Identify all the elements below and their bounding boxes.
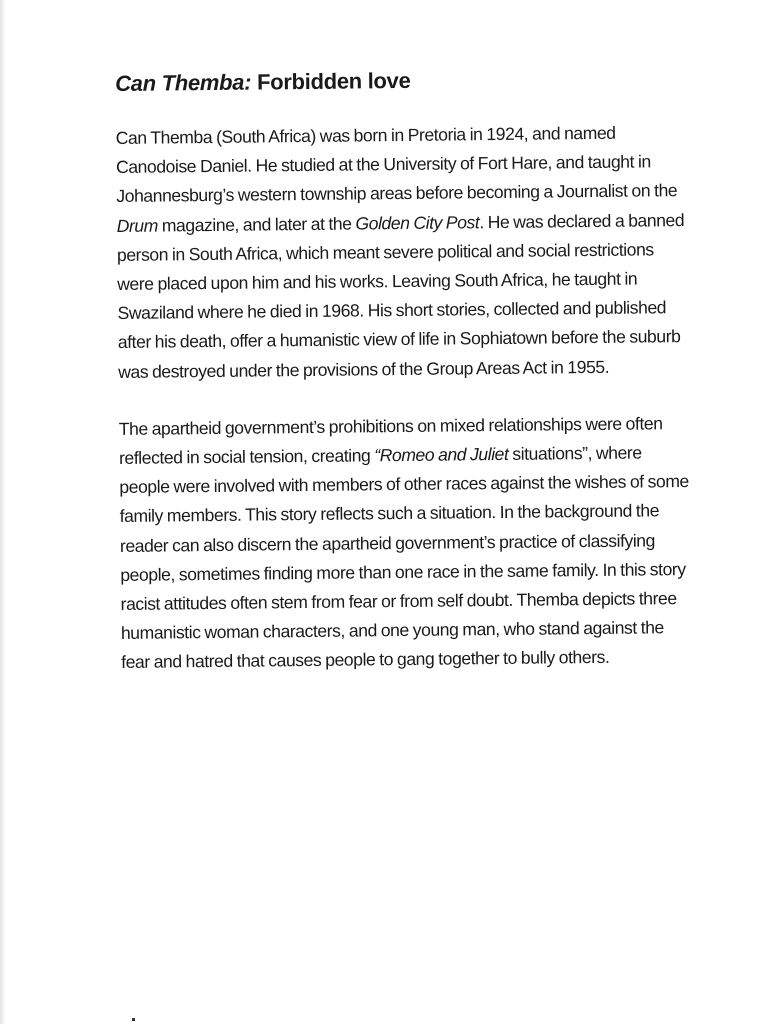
paragraph-2-text-a: The apartheid government’s prohibitions on mixed relationships were often reflected in social tension, creating: [118, 413, 663, 469]
article-heading: [115, 64, 685, 98]
paragraph-2-text-b: situations”, where people were involved with members of other races against the wishes of some family members. This story reflects such a situation. In the background the reader can also discern the apartheid government’s practice of classifying people, sometimes finding more than one race in the same family. In this story racist attitudes often stem from fear or from self doubt. Themba depicts three humanistic woman characters, and one young man, who stand against the fear and hatred that causes people to gang together to bully others.: [119, 442, 689, 673]
page-mark: [132, 1018, 135, 1021]
drum-magazine-name: Drum: [116, 215, 158, 236]
paragraph-1-text-b: magazine, and later at the: [157, 213, 356, 236]
paragraph-1-text-c: . He was declared a banned person in South Africa, which meant severe political and social restrictions were placed upon him and his works. Leaving South Africa, he taught in Swaziland where he died in 1968. His short stories, collected and published after his death, offer a humanistic view of life in Sophiatown before the suburb was destroyed under the provisions of the Group Areas Act in 1955.: [116, 209, 685, 382]
paragraph-1-text-a: Can Themba (South Africa) was born in Pretoria in 1924, and named Canodoise Daniel. He studied at the University of Fort Hare, and taught in Johannesburg’s western township areas before becoming a Journalist on the: [115, 122, 678, 207]
heading-author: Can Themba:: [115, 69, 252, 96]
golden-city-post-name: Golden City Post: [355, 211, 480, 234]
paragraph-biography: [116, 118, 689, 387]
romeo-juliet-phrase: “Romeo and Juliet: [374, 443, 509, 466]
heading-title: Forbidden love: [256, 67, 411, 95]
page-edge-shadow: [0, 0, 6, 1024]
paragraph-context: [119, 409, 692, 678]
article: [115, 64, 692, 706]
